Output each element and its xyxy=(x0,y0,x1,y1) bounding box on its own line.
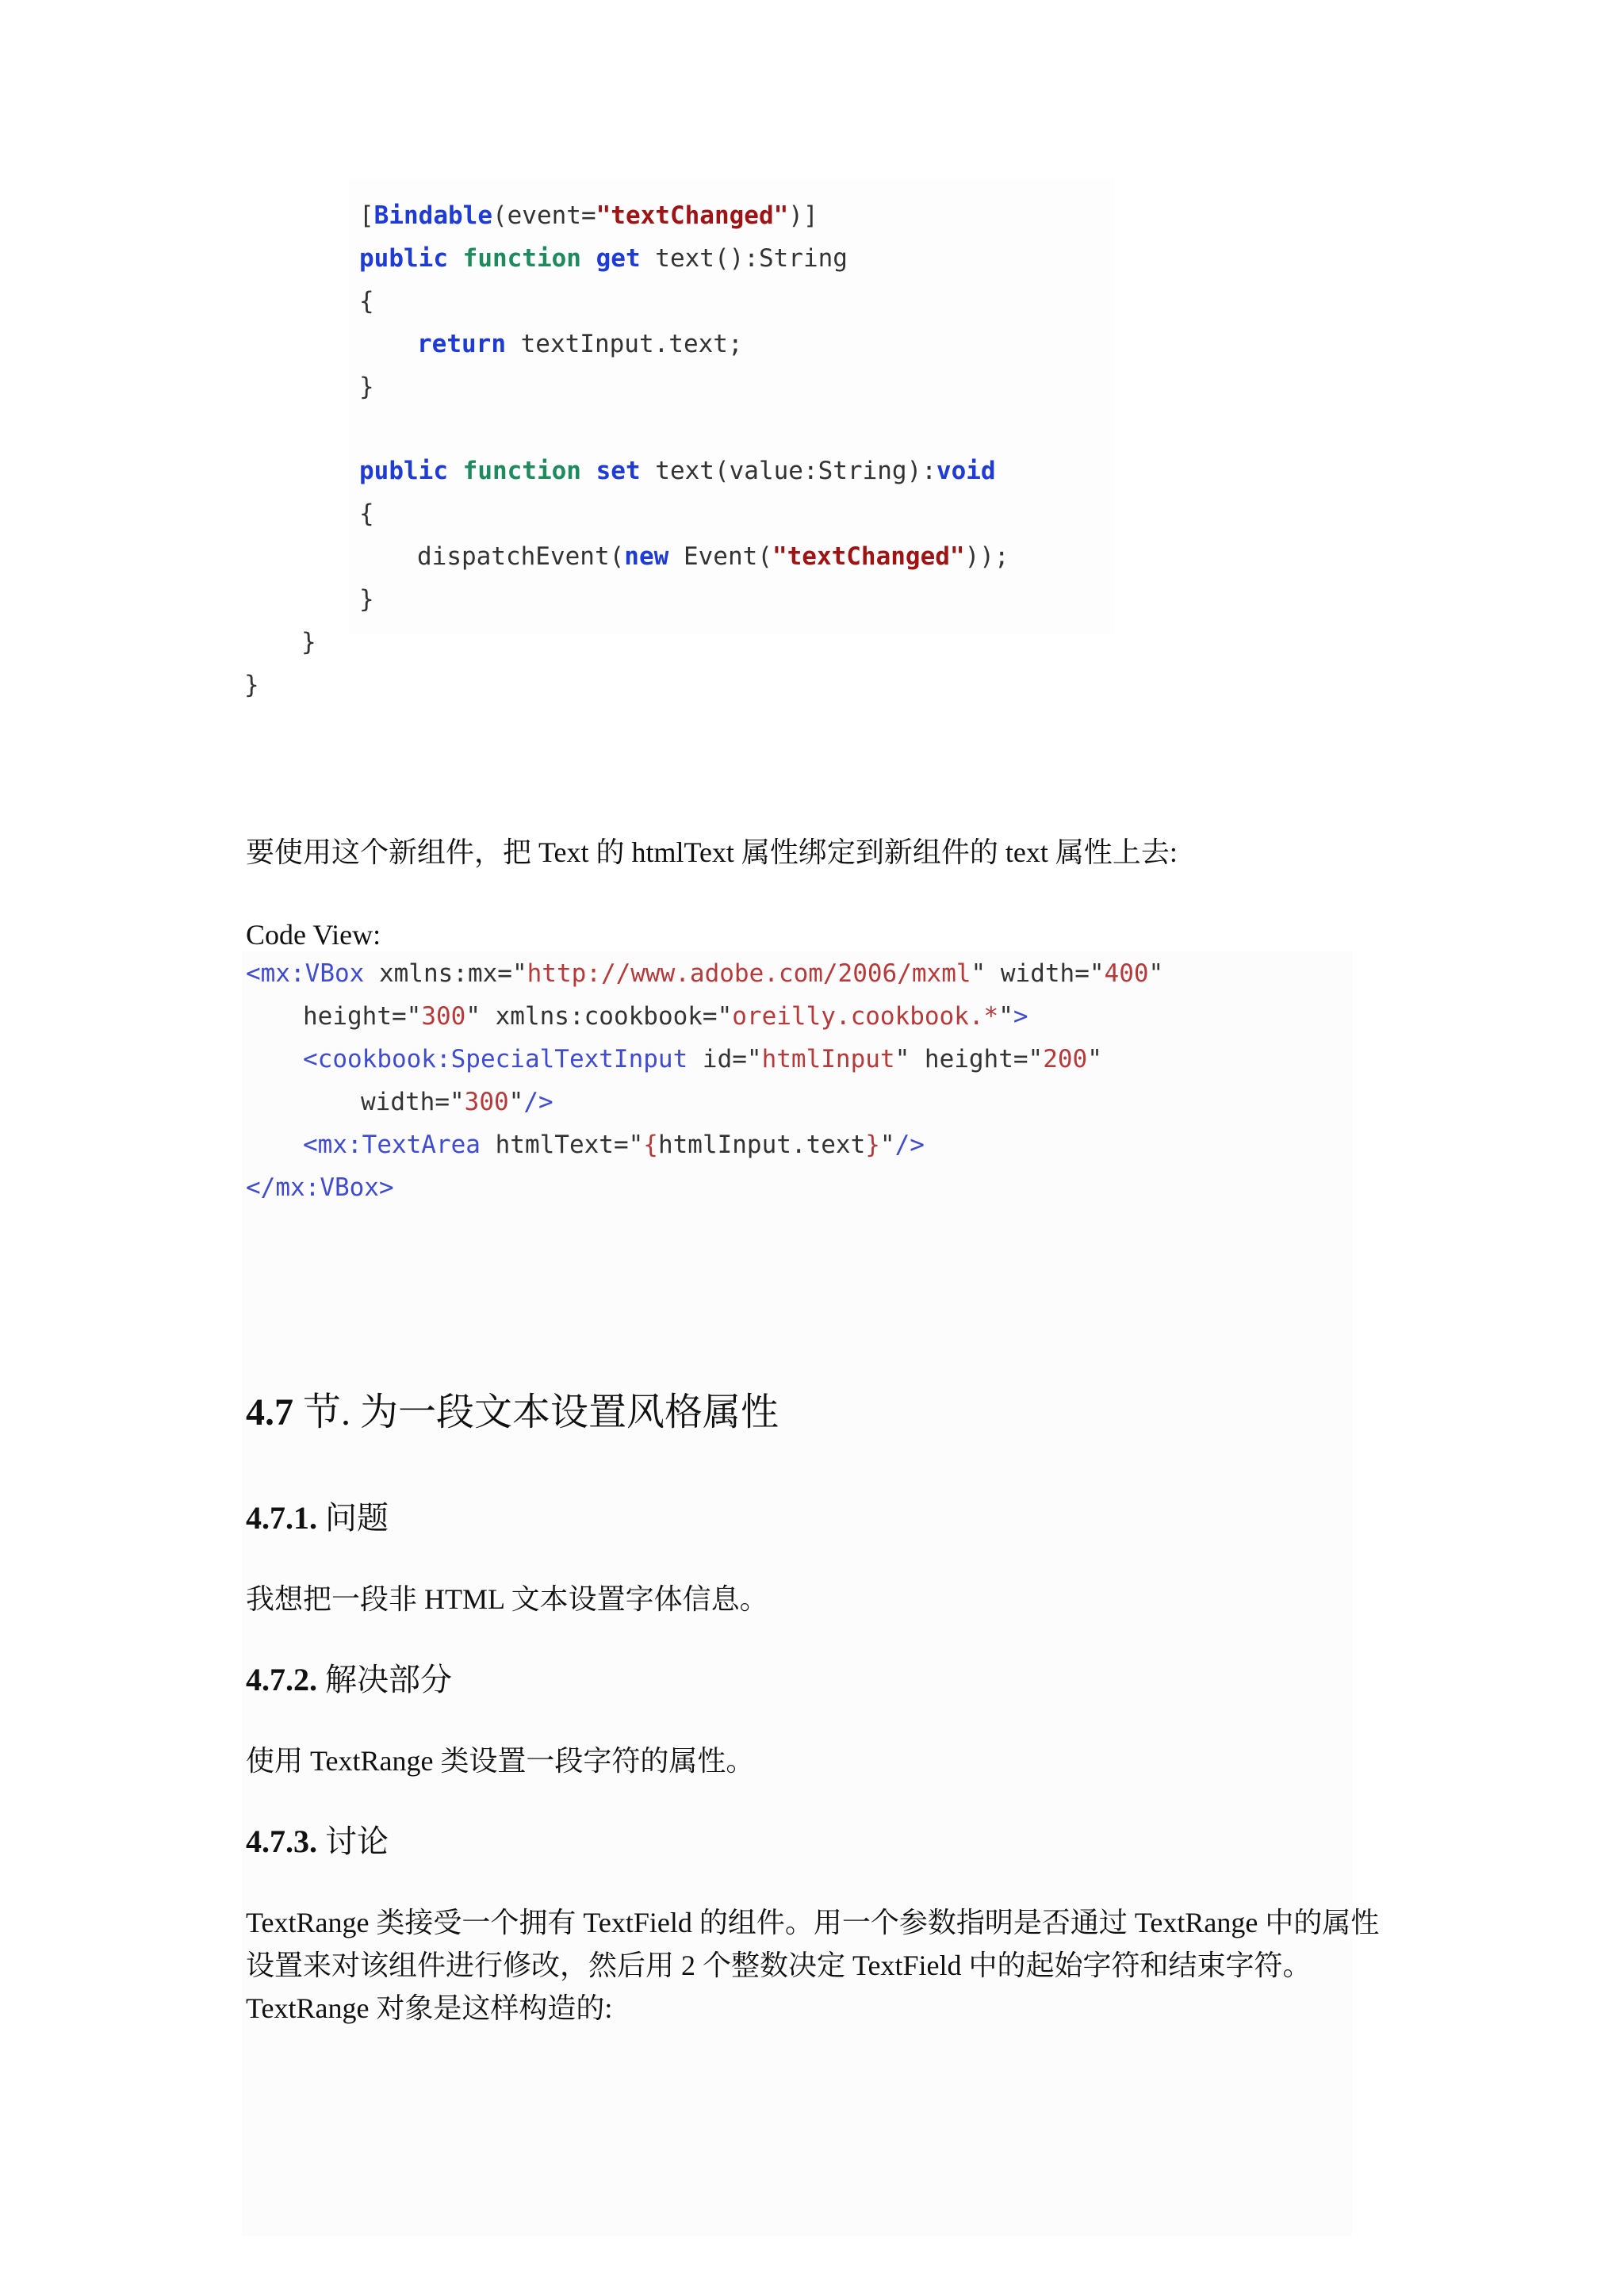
subsection-title: 讨论 xyxy=(325,1823,389,1859)
problem-paragraph: 我想把一段非 HTML 文本设置字体信息。 xyxy=(246,1583,768,1615)
code-token: )] xyxy=(788,201,818,230)
code-line xyxy=(301,626,316,658)
code-view-label: Code View: xyxy=(246,919,381,951)
subsection-title: 问题 xyxy=(325,1500,389,1536)
code-token: set xyxy=(596,457,641,485)
code-token: [ xyxy=(359,201,374,230)
code-token: { xyxy=(359,287,374,316)
code-token: } xyxy=(359,585,374,614)
code-line xyxy=(359,584,374,615)
code-token: { xyxy=(643,1131,658,1159)
code-token: /> xyxy=(894,1131,925,1159)
code-token: <mx:VBox xyxy=(246,959,365,988)
code-token: return xyxy=(417,330,506,358)
code-token: "textChanged" xyxy=(772,542,965,571)
code-token: text(value:String): xyxy=(640,457,936,485)
code-token xyxy=(448,457,463,485)
code-token: Bindable xyxy=(373,201,492,230)
code-line xyxy=(246,1172,394,1203)
code-token: width=" xyxy=(361,1088,465,1116)
code-token: id=" xyxy=(688,1045,762,1073)
code-token: )); xyxy=(964,542,1009,571)
discussion-line: TextRange 类接受一个拥有 TextField 的组件。用一个参数指明是否通过 TextRange 中的属性 xyxy=(246,1907,1380,1938)
code-token xyxy=(448,244,463,273)
code-token: void xyxy=(936,457,996,485)
code-token: htmlInput.text xyxy=(657,1131,866,1159)
code-token: " xyxy=(879,1131,895,1159)
code-line xyxy=(359,455,996,487)
code-token: <cookbook:SpecialTextInput xyxy=(303,1045,688,1073)
subsection-heading-problem xyxy=(246,1497,389,1540)
code-token: "textChanged" xyxy=(596,201,789,230)
code-token: function xyxy=(462,457,581,485)
code-token: " xmlns:cookbook=" xyxy=(465,1002,733,1031)
code-token: (event= xyxy=(492,201,596,230)
subsection-title: 解决部分 xyxy=(325,1662,452,1697)
code-token: > xyxy=(1013,1002,1028,1031)
discussion-line: 设置来对该组件进行修改，然后用 2 个整数决定 TextField 中的起始字符和结束字符。 xyxy=(246,1950,1312,1981)
code-line xyxy=(303,1043,1102,1075)
code-line xyxy=(246,958,1163,989)
code-token: } xyxy=(244,671,259,699)
code-token: " xyxy=(998,1002,1013,1031)
code-line xyxy=(359,285,374,317)
code-line xyxy=(417,328,743,360)
code-token: 400 xyxy=(1104,959,1149,988)
code-token: htmlText=" xyxy=(480,1131,644,1159)
code-token: " xyxy=(1148,959,1164,988)
code-token: xmlns:mx=" xyxy=(364,959,527,988)
code-line xyxy=(303,1129,925,1161)
code-token: } xyxy=(301,628,316,656)
code-token: new xyxy=(624,542,669,571)
code-line xyxy=(359,200,818,232)
code-token: " width=" xyxy=(971,959,1105,988)
subsection-heading-discussion xyxy=(246,1820,389,1863)
code-token: { xyxy=(359,499,374,528)
code-token: 300 xyxy=(421,1002,466,1031)
code-token xyxy=(581,457,596,485)
code-line xyxy=(361,1086,553,1118)
code-line xyxy=(359,243,848,274)
code-line xyxy=(303,1001,1028,1032)
code-token: " xyxy=(508,1088,524,1116)
code-token: text():String xyxy=(640,244,848,273)
subsection-number: 4.7.2. xyxy=(246,1662,317,1697)
code-token: } xyxy=(865,1131,880,1159)
code-token: height=" xyxy=(303,1002,422,1031)
code-token: 200 xyxy=(1043,1045,1088,1073)
code-token: oreilly.cookbook.* xyxy=(732,1002,999,1031)
subsection-number: 4.7.3. xyxy=(246,1823,317,1859)
code-token: htmlInput xyxy=(761,1045,895,1073)
code-token: dispatchEvent( xyxy=(417,542,625,571)
code-token: 300 xyxy=(464,1088,509,1116)
solution-paragraph: 使用 TextRange 类设置一段字符的属性。 xyxy=(246,1745,755,1777)
subsection-heading-solution xyxy=(246,1659,452,1701)
code-token: public xyxy=(359,457,448,485)
code-line xyxy=(417,541,1009,572)
section-title: 节. 为一段文本设置风格属性 xyxy=(303,1391,779,1433)
section-heading xyxy=(246,1387,779,1438)
code-token: textInput.text; xyxy=(505,330,743,358)
code-token: get xyxy=(596,244,641,273)
code-token xyxy=(581,244,596,273)
code-token: Event( xyxy=(668,542,772,571)
code-token: " height=" xyxy=(894,1045,1044,1073)
code-line xyxy=(359,498,374,530)
code-token: " xyxy=(1087,1045,1102,1073)
code-token: http://www.adobe.com/2006/mxml xyxy=(527,959,971,988)
intro-paragraph: 要使用这个新组件，把 Text 的 htmlText 属性绑定到新组件的 text 属性上去: xyxy=(246,836,1178,868)
subsection-number: 4.7.1. xyxy=(246,1500,317,1536)
discussion-line: TextRange 对象是这样构造的: xyxy=(246,1992,613,2024)
code-token: } xyxy=(359,373,374,401)
code-token: /> xyxy=(523,1088,553,1116)
code-token: function xyxy=(462,244,581,273)
code-token: public xyxy=(359,244,448,273)
code-token: <mx:TextArea xyxy=(303,1131,481,1159)
section-number: 4.7 xyxy=(246,1391,293,1433)
code-line xyxy=(359,371,374,403)
code-line xyxy=(244,669,259,701)
code-token: </mx:VBox> xyxy=(246,1173,394,1202)
